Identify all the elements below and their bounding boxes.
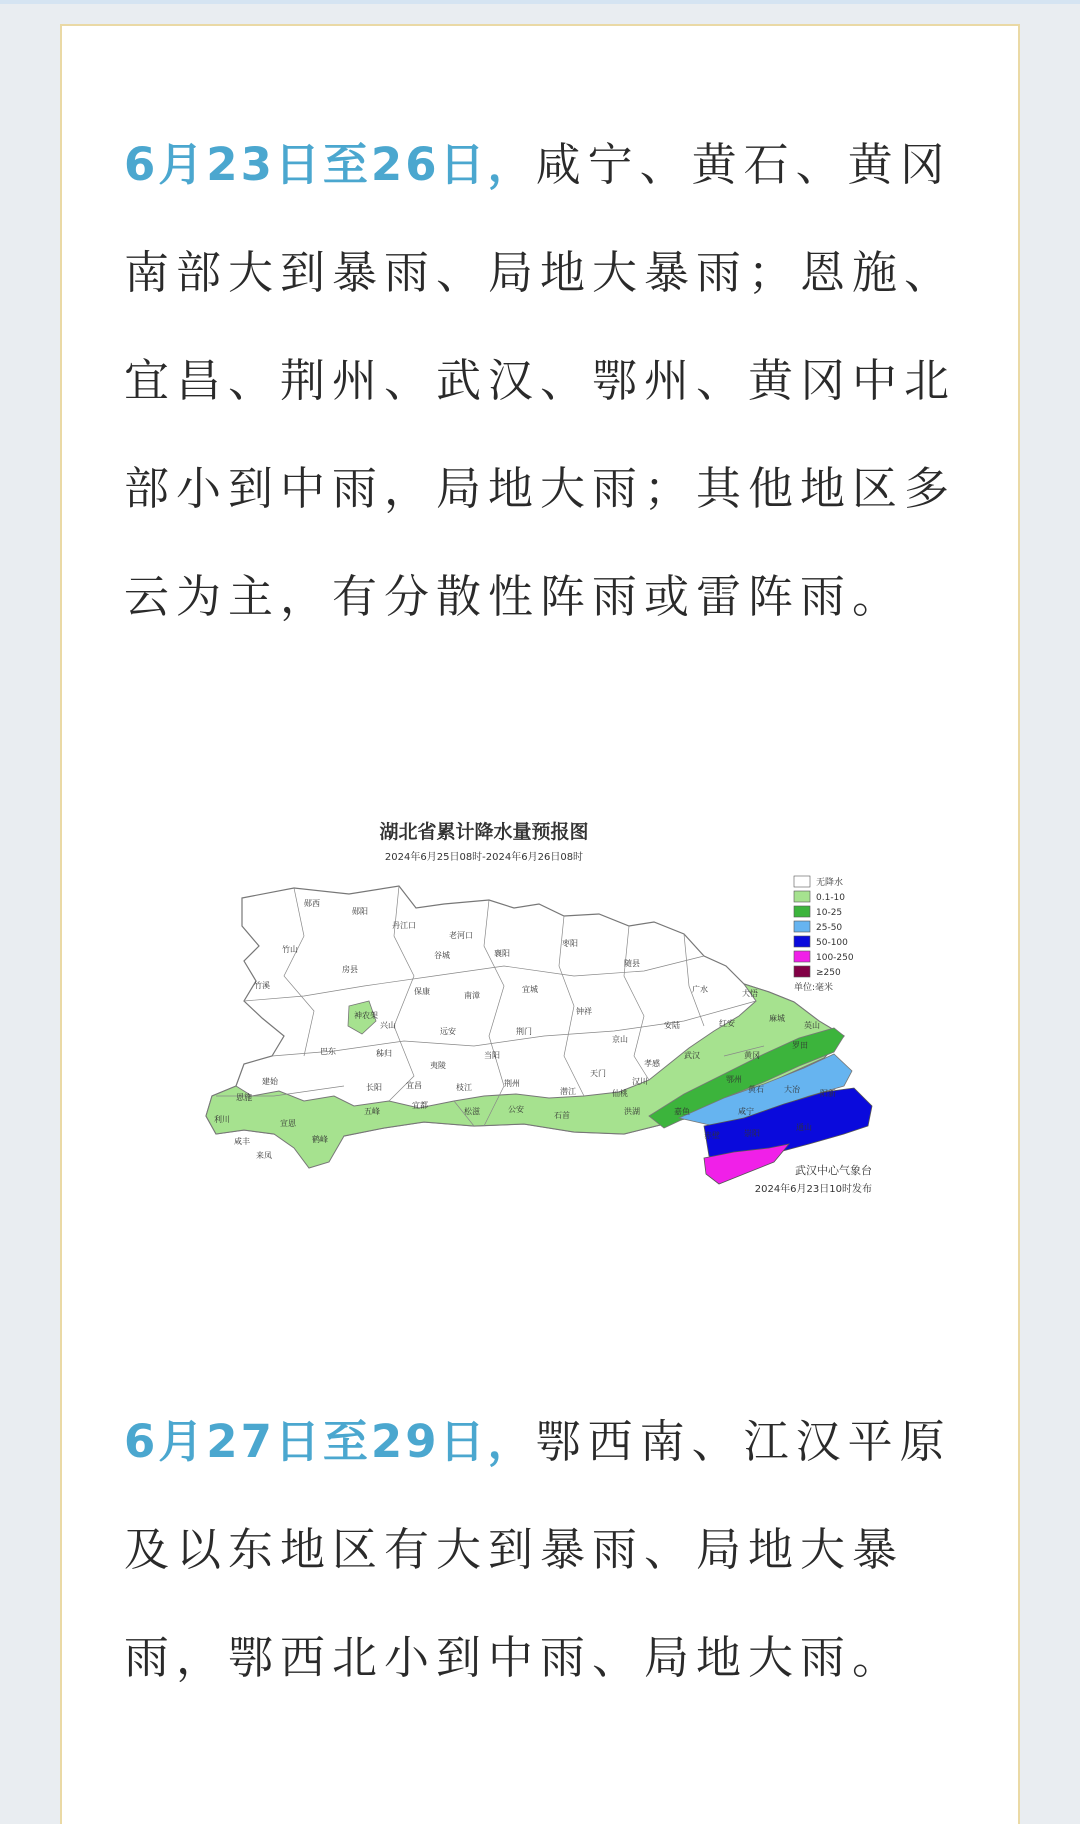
city-label: 安陆 — [664, 1021, 680, 1030]
city-label: 兴山 — [380, 1021, 396, 1030]
city-label: 汉川 — [632, 1077, 648, 1086]
top-divider — [0, 0, 1080, 4]
map-issuer: 武汉中心气象台 — [795, 1164, 872, 1177]
city-label: 荆门 — [516, 1027, 532, 1036]
city-label: 赤壁 — [704, 1131, 720, 1140]
city-label: 南漳 — [464, 991, 480, 1000]
city-label: 郧阳 — [352, 907, 368, 916]
city-label: 英山 — [804, 1021, 820, 1030]
forecast-text-2: 鄂西南、江汉平原及以东地区有大到暴雨、局地大暴雨，鄂西北小到中雨、局地大雨。 — [124, 1415, 952, 1684]
city-label: 潜江 — [560, 1087, 576, 1096]
forecast-text-1: 咸宁、黄石、黄冈南部大到暴雨、局地大暴雨；恩施、宜昌、荆州、武汉、鄂州、黄冈中北部小到中雨，局地大雨；其他地区多云为主，有分散性阵雨或雷阵雨。 — [124, 138, 957, 623]
city-label: 恩施 — [236, 1093, 252, 1102]
city-label: 宣恩 — [280, 1119, 296, 1128]
map-legend — [794, 876, 854, 993]
city-label: 长阳 — [366, 1083, 382, 1092]
city-label: 利川 — [214, 1115, 230, 1124]
map-issue-time: 2024年6月23日10时发布 — [754, 1184, 872, 1195]
city-label: 丹江口 — [392, 921, 416, 930]
map-subtitle: 2024年6月25日08时-2024年6月26日08时 — [384, 852, 584, 863]
city-label: 房县 — [342, 965, 358, 974]
city-label: 随县 — [624, 959, 640, 968]
city-label: 钟祥 — [576, 1007, 592, 1016]
city-label: 襄阳 — [494, 949, 510, 958]
city-label: 罗田 — [792, 1041, 808, 1050]
city-label: 大悟 — [742, 989, 758, 998]
city-label: 夷陵 — [430, 1061, 446, 1070]
legend-label-3: 25-50 — [816, 923, 843, 933]
city-label: 竹山 — [282, 945, 298, 954]
city-label: 竹溪 — [254, 981, 270, 990]
legend-swatch-5 — [794, 951, 810, 962]
city-label: 鄂州 — [726, 1075, 742, 1084]
city-label: 秭归 — [376, 1049, 392, 1058]
legend-swatch-6 — [794, 966, 810, 977]
city-label: 崇阳 — [744, 1129, 760, 1138]
city-label: 石首 — [554, 1111, 570, 1120]
legend-label-5: 100-250 — [816, 953, 854, 963]
city-label: 保康 — [414, 987, 430, 996]
legend-label-0: 无降水 — [816, 878, 844, 888]
map-title: 湖北省累计降水量预报图 — [379, 821, 589, 843]
city-label: 京山 — [612, 1035, 628, 1044]
forecast-paragraph-1 — [124, 111, 964, 651]
city-label: 黄冈 — [744, 1051, 760, 1060]
legend-swatch-0 — [794, 876, 810, 887]
legend-swatch-2 — [794, 906, 810, 917]
city-label: 枣阳 — [562, 939, 578, 948]
city-label: 鹤峰 — [312, 1135, 328, 1144]
city-label: 仙桃 — [612, 1089, 628, 1098]
city-label: 黄石 — [748, 1085, 764, 1094]
city-label: 孝感 — [644, 1059, 660, 1068]
map-regions — [206, 886, 872, 1184]
city-label: 远安 — [440, 1027, 456, 1036]
city-label: 五峰 — [364, 1107, 380, 1116]
city-label: 洪湖 — [624, 1107, 640, 1116]
city-label: 红安 — [719, 1019, 735, 1028]
city-label: 宜昌 — [406, 1081, 422, 1090]
legend-label-1: 0.1-10 — [816, 893, 846, 903]
city-label: 巴东 — [320, 1047, 336, 1056]
city-label: 嘉鱼 — [674, 1107, 690, 1116]
city-label: 当阳 — [484, 1051, 500, 1060]
legend-unit: 单位:毫米 — [794, 983, 834, 993]
city-label: 松滋 — [464, 1107, 480, 1116]
city-label: 枝江 — [456, 1083, 472, 1092]
legend-swatch-3 — [794, 921, 810, 932]
legend-label-2: 10-25 — [816, 908, 843, 918]
city-label: 咸宁 — [738, 1107, 754, 1116]
legend-swatch-4 — [794, 936, 810, 947]
city-label: 麻城 — [769, 1014, 785, 1023]
date-range-1: 6月23日至26日， — [124, 138, 536, 191]
article-card — [60, 24, 1020, 1824]
city-label: 宜城 — [522, 985, 538, 994]
city-label: 通山 — [796, 1123, 812, 1132]
city-label: 天门 — [590, 1069, 606, 1078]
city-label: 老河口 — [449, 931, 473, 940]
legend-swatch-1 — [794, 891, 810, 902]
city-label: 宜都 — [412, 1101, 428, 1110]
city-label: 大冶 — [784, 1085, 800, 1094]
forecast-paragraph-2 — [124, 1388, 964, 1712]
city-label: 建始 — [262, 1077, 278, 1086]
city-label: 谷城 — [434, 951, 450, 960]
city-label: 神农架 — [354, 1011, 378, 1020]
city-label: 阳新 — [820, 1089, 836, 1098]
city-label: 荆州 — [504, 1079, 520, 1088]
precipitation-map — [144, 796, 944, 1316]
city-label: 咸丰 — [234, 1137, 250, 1146]
city-label: 广水 — [692, 985, 708, 994]
city-label: 公安 — [508, 1105, 524, 1114]
legend-label-6: ≥250 — [816, 968, 841, 978]
city-label: 郧西 — [304, 899, 320, 908]
city-label: 武汉 — [684, 1051, 700, 1060]
date-range-2: 6月27日至29日， — [124, 1415, 536, 1468]
legend-label-4: 50-100 — [816, 938, 848, 948]
city-label: 来凤 — [256, 1151, 272, 1160]
